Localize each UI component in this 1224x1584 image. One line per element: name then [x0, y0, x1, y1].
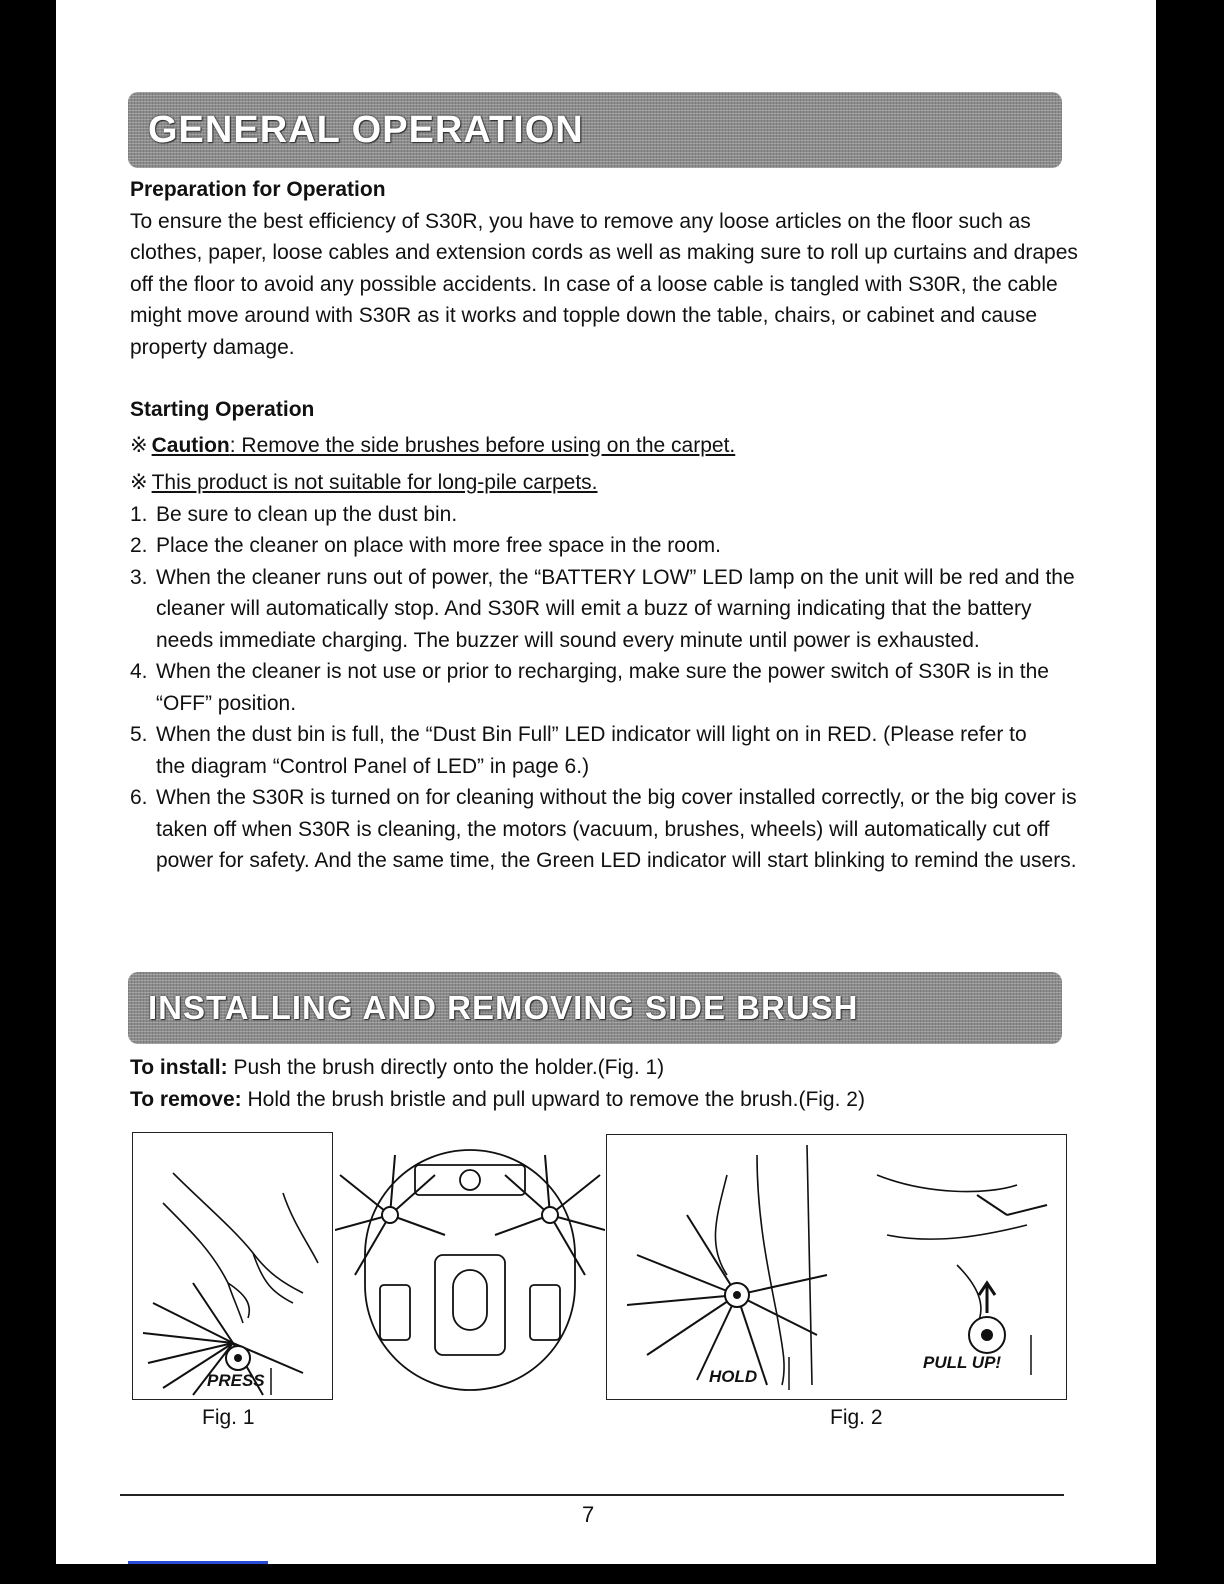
note-mark: ※: [130, 471, 148, 494]
carpet-note: [130, 467, 1090, 499]
fig2-caption: Fig. 2: [830, 1406, 883, 1429]
remove-line: [130, 1084, 1090, 1116]
remove-text: Hold the brush bristle and pull upward to remove the brush.(Fig. 2): [241, 1087, 865, 1111]
caution-text: : Remove the side brushes before using on the carpet.: [229, 433, 736, 457]
side-brush-banner: [128, 972, 1062, 1044]
remove-label: To remove:: [130, 1087, 242, 1111]
install-label: To install:: [130, 1056, 228, 1079]
scan-artifact-strip: [128, 1561, 268, 1564]
general-operation-banner: [128, 92, 1062, 168]
starting-heading: Starting Operation: [130, 398, 315, 421]
list-item: 5. When the dust bin is full, the “Dust Bin Full” LED indicator will light on in RED. (Please refer to the diagram “Control Panel of LED” in page 6.): [130, 723, 1027, 778]
note-mark: ※: [130, 433, 148, 457]
hold-label: HOLD: [709, 1367, 758, 1386]
fig1-caption: Fig. 1: [202, 1406, 255, 1429]
list-item: 3. When the cleaner runs out of power, the “BATTERY LOW” LED lamp on the unit will be red and the cleaner will automatically stop. And S30R will emit a buzz of warning indicating that the battery needs immediate charging. The buzzer will sound every minute until power is exhausted.: [130, 565, 1075, 652]
step-text: When the dust bin is full, the “Dust Bin Full” LED indicator will light on in RED. (Please refer to the diagram “Control Panel of LED” in page 6.): [156, 723, 1027, 778]
starting-operation-section: [130, 394, 1090, 877]
list-item: 4. When the cleaner is not use or prior to recharging, make sure the power switch of S30R is in the “OFF” position.: [130, 660, 1049, 715]
preparation-heading: Preparation for Operation: [130, 178, 386, 201]
step-text: Place the cleaner on place with more free space in the room.: [156, 534, 721, 557]
banner-title: GENERAL OPERATION: [148, 108, 584, 151]
robot-underside-illustration: [335, 1135, 605, 1395]
carpet-note-text: This product is not suitable for long-pile carpets.: [151, 471, 598, 494]
fig2-box: [606, 1134, 1067, 1400]
step-text: When the S30R is turned on for cleaning without the big cover installed correctly, or the big cover is taken off when S30R is cleaning, the motors (vacuum, brushes, wheels) will automatically cut off power for safety. And the same time, the Green LED indicator will start blinking to remind the users.: [156, 786, 1077, 872]
install-text: Push the brush directly onto the holder.(Fig. 1): [227, 1056, 665, 1079]
scan-border-right: [1156, 0, 1224, 1584]
step-text: Be sure to clean up the dust bin.: [156, 502, 458, 526]
side-brush-instructions: [130, 1052, 1090, 1115]
page-number: 7: [582, 1502, 595, 1527]
pull-up-label: PULL UP!: [923, 1353, 1002, 1372]
step-text: When the cleaner is not use or prior to recharging, make sure the power switch of S30R is in the “OFF” position.: [156, 660, 1049, 715]
list-item: 1. Be sure to clean up the dust bin.: [130, 502, 458, 526]
hand-press-brush-illustration: [133, 1133, 332, 1399]
banner-title: INSTALLING AND REMOVING SIDE BRUSH: [148, 989, 859, 1026]
list-item: 6. When the S30R is turned on for cleaning without the big cover installed correctly, or the big cover is taken off when S30R is cleaning, the motors (vacuum, brushes, wheels) will automatically cut off power for safety. And the same time, the Green LED indicator will start blinking to remind the users.: [130, 786, 1077, 872]
preparation-section: [130, 174, 1090, 363]
list-item: 2. Place the cleaner on place with more free space in the room.: [130, 534, 721, 557]
footer-rule: [120, 1494, 1064, 1496]
press-label: PRESS: [207, 1371, 265, 1390]
scan-border-bottom: [0, 1564, 1224, 1584]
fig1-box: [132, 1132, 333, 1400]
caution-label: Caution: [151, 433, 230, 457]
scan-border-left: [0, 0, 56, 1584]
step-text: When the cleaner runs out of power, the “BATTERY LOW” LED lamp on the unit will be red and the cleaner will automatically stop. And S30R will emit a buzz of warning indicating that the battery needs immediate charging. The buzzer will sound every minute until power is exhausted.: [156, 565, 1075, 652]
install-line: [130, 1052, 1090, 1084]
steps-list: [130, 499, 1090, 877]
preparation-body: To ensure the best efficiency of S30R, you have to remove any loose articles on the floor such as clothes, paper, loose cables and extension cords as well as making sure to roll up curtains and drapes off the floor to avoid any possible accidents. In case of a loose cable is tangled with S30R, the cable might move around with S30R as it works and topple down the table, chairs, or cabinet and cause property damage.: [130, 209, 1078, 359]
caution-note: [130, 430, 1090, 462]
